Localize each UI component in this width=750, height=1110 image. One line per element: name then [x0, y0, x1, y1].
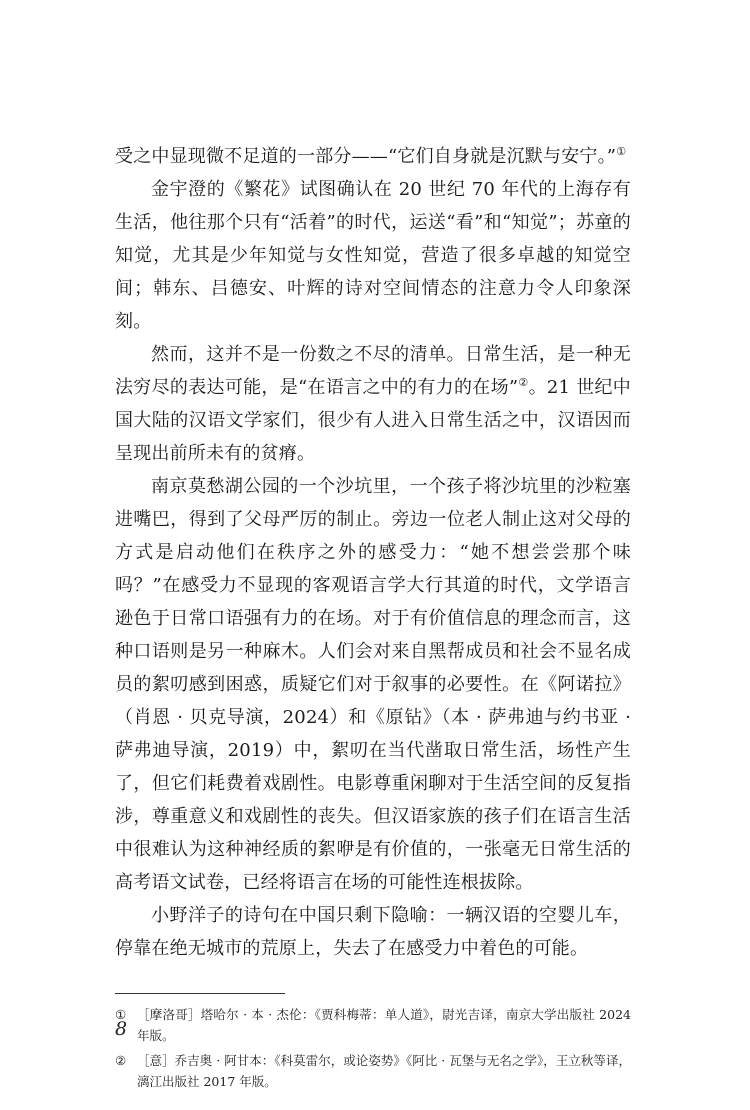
footnote-2 — [115, 1050, 631, 1092]
footnote-1-text: ［摩洛哥］塔哈尔 · 本 · 杰伦：《贾科梅蒂：单人道》，尉光吉译，南京大学出版社 2024 年版。 — [137, 1007, 631, 1043]
paragraph-2-text: 金宇澄的《繁花》试图确认在 20 世纪 70 年代的上海存有生活，他往那个只有“活着”的时代，运送“看”和“知觉”；苏童的知觉，尤其是少年知觉与女性知觉，营造了很多卓越的知觉空间；韩东、吕德安、叶辉的诗对空间情态的注意力令人印象深刻。 — [115, 179, 631, 332]
footnote-2-mark: ② — [115, 1053, 127, 1068]
footnote-ref-1[interactable]: ① — [616, 145, 627, 158]
footnote-divider — [115, 993, 285, 994]
paragraph-4-text: 南京莫愁湖公园的一个沙坑里，一个孩子将沙坑里的沙粒塞进嘴巴，得到了父母严厉的制止。旁边一位老人制止这对父母的方式是启动他们在秩序之外的感受力：“她不想尝尝那个味吗？”在感受力不显现的客观语言学大行其道的时代，文学语言逊色于日常口语强有力的在场。对于有价值信息的理念而言，这种口语则是另一种麻木。人们会对来自黑帮成员和社会不显名成员的絮叨感到困惑，质疑它们对于叙事的必要性。在《阿诺拉》（肖恩 · 贝克导演，2024）和《原钻》（本 · 萨弗迪与约书亚 · 萨弗迪导演，2019）中，絮叨在当代凿取日常生活，场性产生了，但它们耗费着戏剧性。电影尊重闲聊对于生活空间的反复指涉，尊重意义和戏剧性的丧失。但汉语家族的孩子们在语言生活中很难认为这种神经质的絮咿是有价值的，一张毫无日常生活的高考语文试卷，已经将语言在场的可能性连根拔除。 — [115, 476, 631, 893]
footnote-1-mark: ① — [115, 1007, 127, 1022]
paragraph-5 — [115, 899, 631, 965]
paragraph-2 — [115, 173, 631, 338]
paragraph-1-text: 受之中显现微不足道的一部分——“它们自身就是沉默与安宁。” — [115, 146, 617, 167]
paragraph-3-text: 然而，这并不是一份数之不尽的清单。日常生活，是一种无法穷尽的表达可能，是“在语言之中的有力的在场” — [115, 344, 631, 398]
footnote-2-text: ［意］乔吉奥 · 阿甘本：《科莫雷尔，或论姿势》《阿比 · 瓦堡与无名之学》，王立秋等译，漓江出版社 2017 年版。 — [137, 1053, 631, 1089]
page-number: 8 — [115, 1018, 128, 1040]
footnote-ref-2[interactable]: ② — [518, 376, 529, 389]
page-body — [115, 140, 631, 1096]
paragraph-4 — [115, 470, 631, 899]
paragraph-3 — [115, 338, 631, 470]
footnote-1 — [115, 1004, 631, 1046]
paragraph-1 — [115, 140, 631, 173]
paragraph-5-text: 小野洋子的诗句在中国只剩下隐喻：一辆汉语的空婴儿车，停靠在绝无城市的荒原上，失去了在感受力中着色的可能。 — [115, 905, 631, 959]
paragraph-3-text-after: 。21 世纪中国大陆的汉语文学家们，很少有人进入日常生活之中，汉语因而呈现出前所未有的贫瘠。 — [115, 377, 632, 464]
